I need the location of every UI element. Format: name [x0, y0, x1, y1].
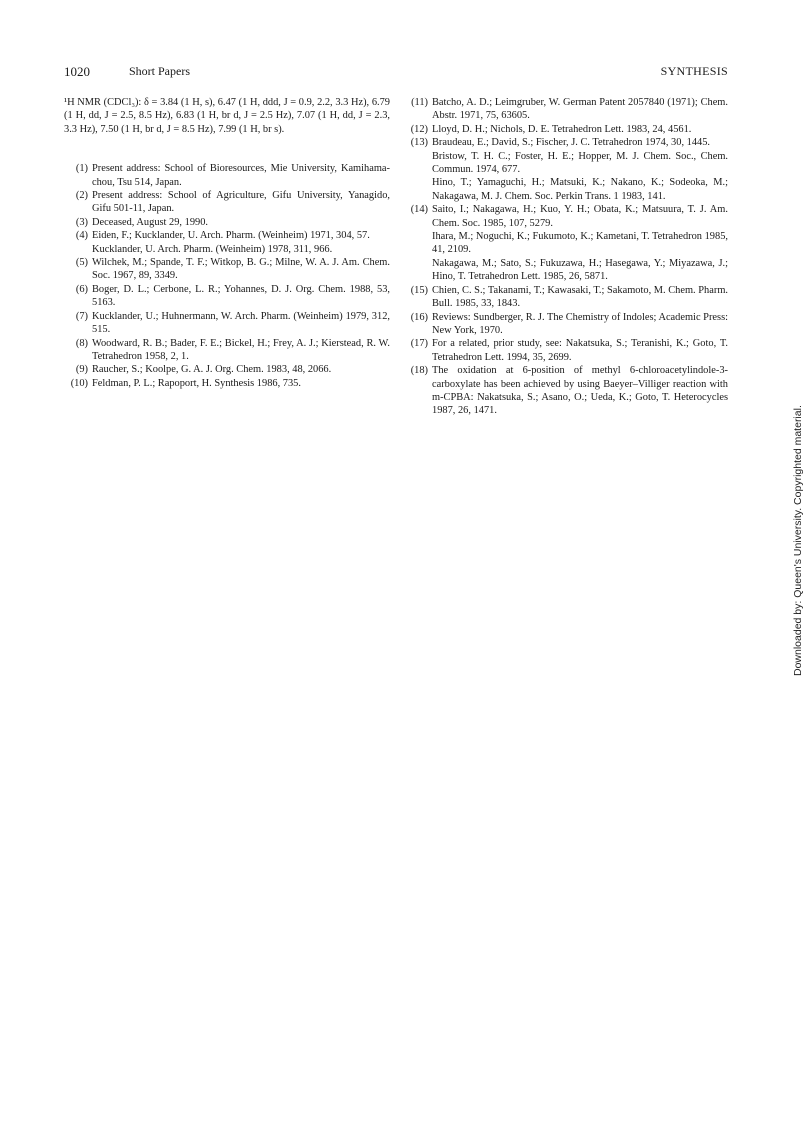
- reference-number: (4): [75, 230, 88, 242]
- reference-item: [64, 363, 390, 376]
- reference-number: (17): [410, 338, 428, 350]
- reference-text: Present address: School of Agriculture, Gifu University, Yanagido, Gifu 501-11, Japan.: [92, 190, 390, 215]
- nmr-data-paragraph: ¹H NMR (CDCl₃): δ = 3.84 (1 H, s), 6.47 (1 H, ddd, J = 0.9, 2.2, 3.3 Hz), 6.79 (1 H, dd, J = 2.5, 8.5 Hz), 6.83 (1 H, br d, J = 2.5 Hz), 7.07 (1 H, dd, J = 2.3, 3.3 Hz), 7.50 (1 H, br d, J = 8.5 Hz), 7.99 (1 H, br s).: [64, 97, 390, 135]
- reference-item: [404, 230, 728, 257]
- reference-item: [404, 176, 728, 203]
- reference-item: [404, 96, 728, 123]
- reference-text: Batcho, A. D.; Leimgruber, W. German Patent 2057840 (1971); Chem. Abstr. 1971, 75, 63605.: [432, 97, 728, 122]
- reference-item: [64, 337, 390, 364]
- section-title: Short Papers: [129, 64, 190, 78]
- reference-item: [64, 189, 390, 216]
- reference-number: (7): [75, 310, 88, 322]
- reference-number: (2): [75, 190, 88, 202]
- reference-item: [64, 243, 390, 256]
- reference-number: (5): [75, 257, 88, 269]
- reference-text: Lloyd, D. H.; Nichols, D. E. Tetrahedron Lett. 1983, 24, 4561.: [432, 123, 692, 135]
- reference-text: Boger, D. L.; Cerbone, L. R.; Yohannes, D. J. Org. Chem. 1988, 53, 5163.: [92, 283, 390, 309]
- reference-item: [404, 203, 728, 230]
- reference-item: [64, 283, 390, 310]
- reference-number: (15): [410, 284, 428, 296]
- right-column: [404, 96, 728, 418]
- reference-number: [404, 257, 432, 284]
- reference-text: Ihara, M.; Noguchi, K.; Fukumoto, K.; Kametani, T. Tetrahedron 1985, 41, 2109.: [432, 231, 728, 256]
- reference-number: (12): [410, 123, 428, 135]
- reference-number: (1): [75, 163, 88, 175]
- reference-text: Hino, T.; Yamaguchi, H.; Matsuki, K.; Nakano, K.; Sodeoka, M.; Nakagawa, M. J. Chem. Soc. Perkin Trans. 1 1983, 141.: [432, 177, 728, 202]
- reference-text: Chien, C. S.; Takanami, T.; Kawasaki, T.; Sakamoto, M. Chem. Pharm. Bull. 1985, 33, 1843.: [432, 284, 728, 310]
- reference-item: [404, 136, 728, 149]
- reference-number: [404, 150, 432, 177]
- reference-item: [404, 364, 728, 418]
- reference-text: The oxidation at 6-position of methyl 6-chloroacetylindole-3-carboxylate has been achieved by using Baeyer–Villiger reaction with m-CPBA: Nakatsuka, S.; Asano, O.; Ueda, K.; Goto, T. Heterocycles 1987, 26, 1471.: [432, 365, 728, 417]
- reference-text: Reviews: Sundberger, R. J. The Chemistry of Indoles; Academic Press: New York, 1970.: [432, 311, 728, 336]
- reference-text: For a related, prior study, see: Nakatsuka, S.; Teranishi, K.; Goto, T. Tetrahedron Lett. 1994, 35, 2699.: [432, 338, 728, 363]
- reference-item: [64, 377, 390, 390]
- reference-text: Wilchek, M.; Spande, T. F.; Witkop, B. G.; Milne, W. A. J. Am. Chem. Soc. 1967, 89, 3349.: [92, 257, 390, 282]
- reference-number: (3): [75, 216, 88, 228]
- reference-item: [404, 337, 728, 364]
- reference-text: Kucklander, U. Arch. Pharm. (Weinheim) 1978, 311, 966.: [92, 243, 333, 255]
- reference-number: (8): [75, 337, 88, 349]
- reference-item: [64, 229, 390, 242]
- reference-item: [404, 257, 728, 284]
- reference-item: [404, 123, 728, 136]
- reference-text: Saito, I.; Nakagawa, H.; Kuo, Y. H.; Obata, K.; Matsuura, T. J. Am. Chem. Soc. 1985, 107, 5279.: [432, 204, 728, 229]
- reference-number: (16): [410, 311, 428, 323]
- reference-number: (6): [75, 283, 88, 295]
- reference-text: Nakagawa, M.; Sato, S.; Fukuzawa, H.; Hasegawa, Y.; Miyazawa, J.; Hino, T. Tetrahedron Lett. 1985, 26, 5871.: [432, 257, 728, 283]
- reference-text: Eiden, F.; Kucklander, U. Arch. Pharm. (Weinheim) 1971, 304, 57.: [92, 230, 370, 242]
- reference-text: Deceased, August 29, 1990.: [92, 216, 209, 228]
- reference-item: [64, 310, 390, 337]
- reference-text: Bristow, T. H. C.; Foster, H. E.; Hopper, M. J. Chem. Soc., Chem. Commun. 1974, 677.: [432, 150, 728, 176]
- reference-item: [404, 150, 728, 177]
- reference-text: Kucklander, U.; Huhnermann, W. Arch. Pharm. (Weinheim) 1979, 312, 515.: [92, 310, 390, 336]
- reference-number: [404, 230, 432, 257]
- reference-number: (14): [410, 204, 428, 216]
- reference-number: (10): [70, 377, 88, 389]
- download-watermark: Downloaded by: Queen's University. Copyrighted material.: [792, 405, 804, 676]
- reference-text: Feldman, P. L.; Rapoport, H. Synthesis 1986, 735.: [92, 377, 301, 389]
- reference-number: (11): [411, 97, 428, 108]
- reference-number: (13): [410, 137, 428, 149]
- reference-number: (9): [75, 364, 88, 376]
- page-header: [64, 64, 728, 80]
- reference-text: Raucher, S.; Koolpe, G. A. J. Org. Chem. 1983, 48, 2066.: [92, 364, 332, 376]
- reference-number: [404, 176, 432, 203]
- reference-number: (18): [410, 365, 428, 377]
- left-column: [64, 96, 390, 390]
- reference-text: Braudeau, E.; David, S.; Fischer, J. C. Tetrahedron 1974, 30, 1445.: [432, 137, 711, 149]
- reference-item: [64, 162, 390, 189]
- reference-text: Woodward, R. B.; Bader, F. E.; Bickel, H.; Frey, A. J.; Kierstead, R. W. Tetrahedron 1958, 2, 1.: [92, 337, 390, 362]
- reference-text: Present address: School of Bioresources, Mie University, Kamihama-chou, Tsu 514, Japan.: [92, 163, 390, 188]
- page-number: 1020: [64, 64, 90, 79]
- reference-item: [64, 256, 390, 283]
- journal-name: SYNTHESIS: [660, 64, 728, 78]
- reference-item: [404, 284, 728, 311]
- reference-item: [64, 216, 390, 229]
- reference-item: [404, 311, 728, 338]
- reference-number: [64, 243, 92, 256]
